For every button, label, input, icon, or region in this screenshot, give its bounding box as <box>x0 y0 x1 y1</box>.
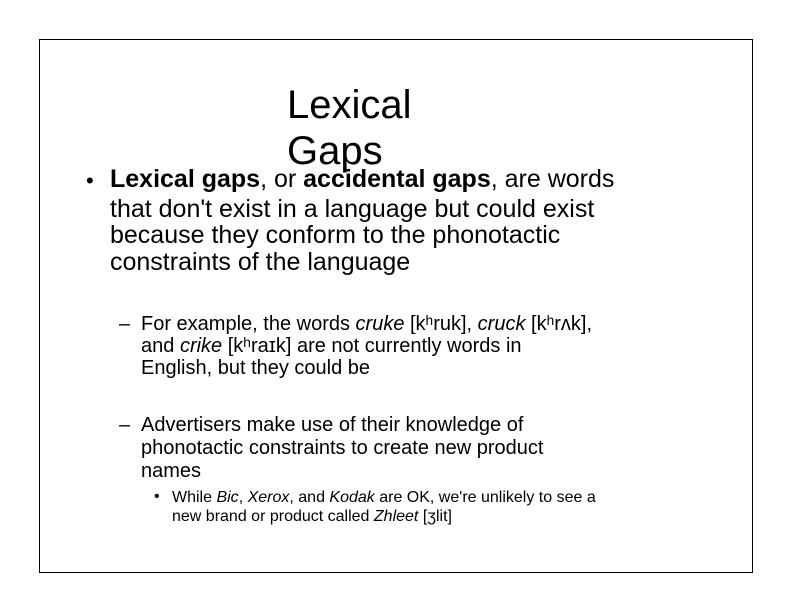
bullet-dot-icon: • <box>86 168 94 193</box>
subbullet-advertisers-line-3: names <box>141 460 202 482</box>
text-segment: , <box>238 489 248 506</box>
bullet-line-2: that don't exist in a language but could exist <box>110 195 595 223</box>
ipa-cruck: [kʰrʌk], <box>525 313 593 335</box>
text-segment: new brand or product called <box>172 508 374 525</box>
text-segment: , and <box>289 489 330 506</box>
text-or: , or <box>260 165 297 193</box>
word-zhleet: Zhleet <box>373 508 419 525</box>
subbullet-example-line-2 <box>141 335 522 358</box>
slide-title: Lexical Gaps <box>287 83 412 173</box>
text-segment: and <box>141 335 180 357</box>
word-crike: crike <box>179 335 223 357</box>
term-lexical-gaps: Lexical gaps <box>110 165 261 193</box>
word-cruke: cruke <box>355 313 405 335</box>
subbullet-advertisers-line-1: Advertisers make use of their knowledge of <box>141 414 524 436</box>
text-segment: While <box>172 489 217 506</box>
subbullet-example-line-3: English, but they could be <box>141 357 371 379</box>
subbullet-advertisers-line-2: phonotactic constraints to create new product <box>141 437 544 459</box>
brand-bic: Bic <box>216 489 239 506</box>
dash-icon: – <box>119 414 131 436</box>
subsub-line-2 <box>172 506 452 527</box>
word-cruck: cruck <box>477 313 526 335</box>
ipa-crike: [kʰraɪk] are not currently words in <box>222 335 522 357</box>
brand-xerox: Xerox <box>247 489 290 506</box>
term-accidental-gaps: accidental gaps <box>303 165 491 193</box>
subbullet-example-line-1 <box>141 313 592 336</box>
bullet-line-1 <box>110 164 614 194</box>
text-segment: For example, the words <box>141 313 356 335</box>
brand-kodak: Kodak <box>329 489 375 506</box>
text-are-words: , are words <box>490 165 615 193</box>
ipa-cruke: [kʰruk], <box>404 313 478 335</box>
subsub-line-1 <box>172 487 596 508</box>
dash-icon: – <box>119 313 131 335</box>
ipa-zhleet: [ʒlit] <box>418 508 452 525</box>
bullet-dot-icon: • <box>154 488 160 505</box>
bullet-line-4: constraints of the language <box>110 248 411 276</box>
bullet-line-3: because they conform to the phonotactic <box>110 221 561 249</box>
text-segment: are OK, we're unlikely to see a <box>374 489 596 506</box>
